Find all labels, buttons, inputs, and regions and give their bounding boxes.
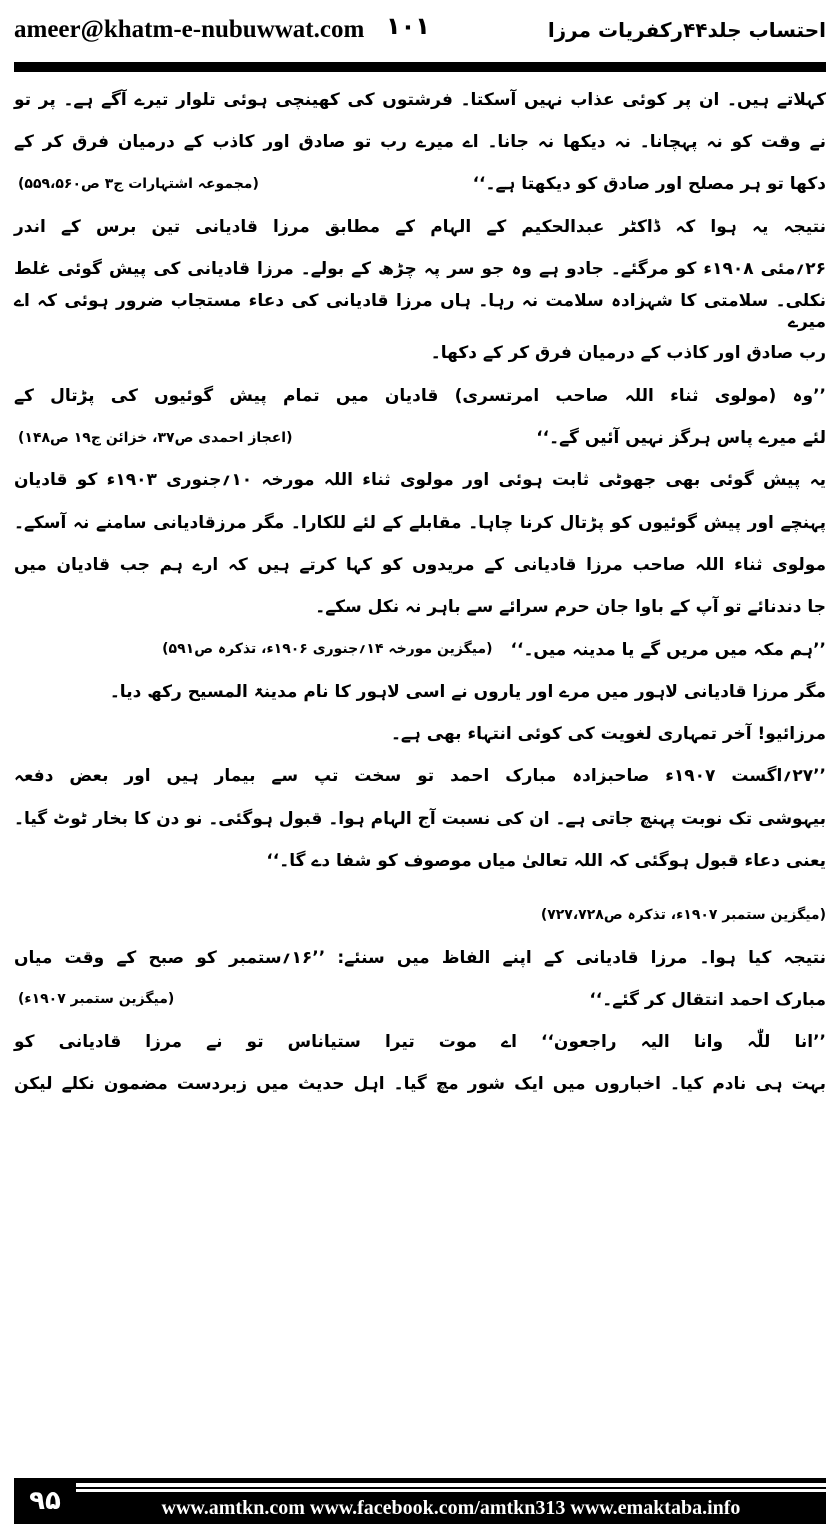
citation: (اعجاز احمدی ص۳۷، خزائن ج۱۹ ص۱۴۸) (18, 429, 293, 446)
header-rule (14, 62, 826, 72)
text-line (14, 755, 826, 797)
line-text: نے وقت کو نہ پہچانا۔ نہ دیکھا نہ جانا۔ اے میرے رب تو صادق اور کاذب کے درمیان فرق کر کے (14, 131, 826, 152)
paragraph-gap (14, 882, 826, 894)
text-line (14, 247, 826, 289)
line-text: بیہوشی تک نوبت پہنچ جاتی ہے۔ ان کی نسبت آج الہام ہوا۔ قبول ہوگئی۔ نو دن کا بخار ٹوٹ گیا۔ (14, 808, 826, 829)
line-text: ’’انا للّٰہ وانا الیہ راجعون‘‘ اے موت تیرا ستیاناس تو نے مرزا قادیانی کو (14, 1032, 826, 1053)
text-line (14, 78, 826, 120)
line-text: (میگزین ستمبر ۱۹۰۷ء، تذکرہ ص۷۲۷،۷۲۸) (540, 906, 826, 923)
line-text: یہ پیش گوئی بھی جھوٹی ثابت ہوئی اور مولوی ثناء اللہ مورخہ ۱۰؍جنوری ۱۹۰۳ء کو قادیان (14, 470, 826, 491)
text-line (14, 894, 826, 936)
text-line (14, 459, 826, 501)
footer-rule (76, 1478, 826, 1483)
line-text: بہت ہی نادم کیا۔ اخباروں میں ایک شور مچ گیا۔ اہل حدیث میں زبردست مضمون نکلے لیکن (14, 1074, 826, 1095)
text-line (14, 670, 826, 712)
line-text: لئے میرے پاس ہرگز نہیں آئیں گے۔‘‘ (536, 428, 826, 449)
text-line (14, 712, 826, 754)
text-line (14, 543, 826, 585)
citation: (مجموعہ اشتہارات ج۳ ص۵۵۹،۵۶۰) (18, 175, 259, 192)
citation: (میگزین مورخہ ۱۴؍جنوری ۱۹۰۶ء، تذکرہ ص۵۹۱) (162, 641, 493, 657)
text-line (14, 1021, 826, 1063)
line-text: مرزائیو! آخر تمہاری لغویت کی کوئی انتہاء بھی ہے۔ (390, 724, 826, 745)
line-text: رب صادق اور کاذب کے درمیان فرق کر کے دکھا۔ (430, 343, 826, 364)
text-line (14, 586, 826, 628)
text-line (14, 797, 826, 839)
header-email: ameer@khatm-e-nubuwwat.com (14, 16, 365, 43)
text-line (14, 628, 826, 670)
text-line (14, 501, 826, 543)
line-text: ’’۲۷؍اگست ۱۹۰۷ء صاحبزادہ مبارک احمد تو سخت تپ سے بیمار ہیں اور بعض دفعہ (14, 766, 827, 787)
line-text: مگر مرزا قادیانی لاہور میں مرے اور یاروں نے اسی لاہور کا نام مدینۃ المسیح رکھ دیا۔ (109, 681, 826, 702)
line-text: مبارک احمد انتقال کر گئے۔‘‘ (589, 989, 826, 1010)
header-page-number: ۱۰۱ (386, 12, 430, 40)
text-line (14, 374, 826, 416)
page-footer (14, 1478, 826, 1524)
line-text: جا دندنائے تو آپ کے باوا جان حرم سرائے سے باہر نہ نکل سکے۔ (315, 597, 826, 618)
line-text: دکھا تو ہر مصلح اور صادق کو دیکھتا ہے۔‘‘ (472, 174, 826, 195)
text-line (14, 332, 826, 374)
text-line (14, 978, 826, 1020)
citation: (میگزین ستمبر ۱۹۰۷ء) (18, 991, 175, 1008)
line-text: نتیجہ یہ ہوا کہ ڈاکٹر عبدالحکیم کے الہام کے مطابق مرزا قادیانی تین برس کے اندر (14, 216, 826, 237)
text-line (14, 163, 826, 205)
line-text: کہلاتے ہیں۔ ان پر کوئی عذاب نہیں آسکتا۔ فرشتوں کی کھینچی ہوئی تلوار تیرے آگے ہے۔ پر تو (14, 89, 826, 110)
footer-page-number: ۹۵ (14, 1478, 76, 1524)
line-text: ۲۶؍مئی ۱۹۰۸ء کو مرگئے۔ جادو ہے وہ جو سر پہ چڑھ کے بولے۔ مرزا قادیانی کی پیش گوئی غلط (14, 258, 826, 279)
text-line (14, 416, 826, 458)
line-text: نکلی۔ سلامتی کا شہزادہ سلامت نہ رہا۔ ہاں مرزا قادیانی کی دعاء مستجاب ضرور ہوئی کہ اے میرے (14, 290, 826, 332)
header-book-title: احتساب جلد۴۴رکفریات مرزا (547, 18, 826, 42)
line-text: یعنی دعاء قبول ہوگئی کہ اللہ تعالیٰ میاں موصوف کو شفا دے گا۔‘‘ (266, 850, 826, 871)
line-text: ’’وہ (مولوی ثناء اللہ صاحب امرتسری) قادیان میں تمام پیش گوئیوں کی پڑتال کے (14, 385, 826, 406)
text-line (14, 205, 826, 247)
text-line (14, 289, 826, 331)
text-line (14, 839, 826, 881)
text-line (14, 1063, 826, 1105)
line-text: مولوی ثناء اللہ صاحب مرزا قادیانی کے مریدوں کو کہا کرتے ہیں کہ ارے ہم جب قادیان میں (14, 554, 826, 575)
text-line (14, 120, 826, 162)
footer-rule-thin (76, 1487, 826, 1489)
text-line (14, 936, 826, 978)
line-text: ’’ہم مکہ میں مریں گے یا مدینہ میں۔‘‘ (510, 639, 826, 660)
line-text: نتیجہ کیا ہوا۔ مرزا قادیانی کے اپنے الفاظ میں سنئے: ’’۱۶؍ستمبر کو صبح کے وقت میاں (14, 947, 826, 968)
footer-links: www.amtkn.com www.facebook.com/amtkn313 www.emaktaba.info (76, 1492, 826, 1524)
line-text: پہنچے اور پیش گوئیوں کو پڑتال کرنا چاہا۔ مقابلے کے لئے للکارا۔ مگر مرزقادیانی سامنے نہ آسکے۔ (14, 512, 826, 533)
page-header (14, 8, 826, 52)
page-body (14, 78, 826, 1105)
